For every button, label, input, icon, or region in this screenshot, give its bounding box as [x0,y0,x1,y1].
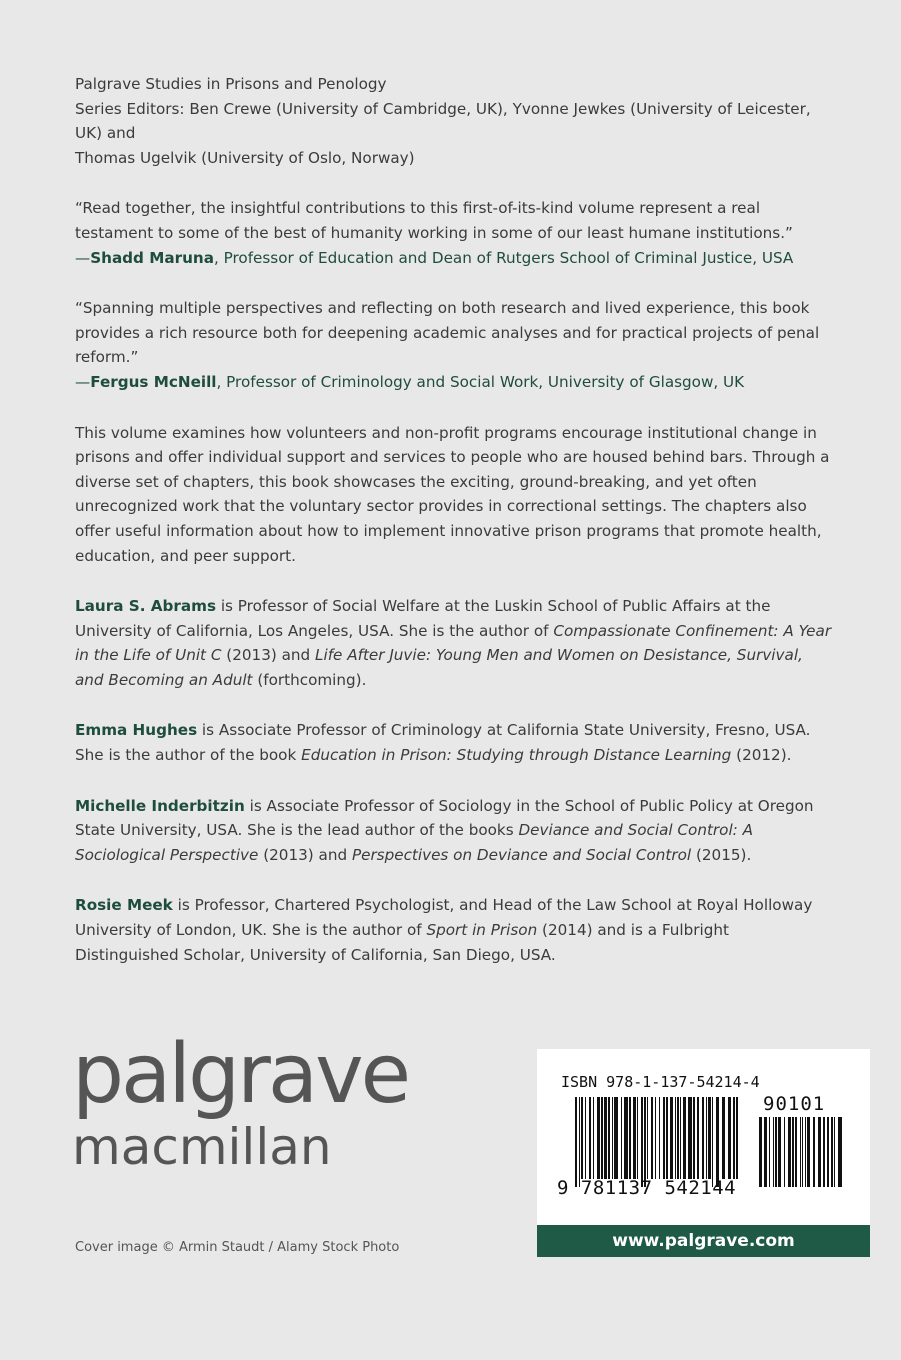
isbn-barcode [537,1049,870,1225]
barcode-bar [647,1097,648,1179]
book-title: Deviance and Social Control: A Sociological Perspective [75,821,753,864]
barcode-bar [773,1117,774,1187]
barcode-bar [593,1097,594,1179]
barcode-bar [736,1097,738,1179]
barcode-bar [670,1097,673,1179]
barcode-bar [728,1097,731,1179]
author-name: Emma Hughes [75,721,198,740]
book-title: Education in Prison: Studying through Distance Learning [301,746,732,765]
barcode-bar [680,1097,681,1179]
barcode-bar [621,1097,622,1179]
quote-text: “Spanning multiple perspectives and reflecting on both research and lived experience, this book provides a rich resource both for deepening academic analyses and for practical projects of penal reform.” [75,299,820,367]
series-editors-cont: Thomas Ugelvik (University of Oslo, Norway) [75,148,415,167]
website-bar [537,1225,870,1257]
author-bio [75,794,835,868]
barcode-bar [675,1097,676,1179]
book-title: Life After Juvie: Young Men and Women on Desistance, Survival, and Becoming an Adult [75,646,803,689]
barcode-bar [802,1117,803,1187]
quote-2 [75,296,835,394]
isbn-number: ISBN 978-1-137-54214-4 [561,1073,760,1091]
author-bio-text: (2014) and is a Fulbright Distinguished Scholar, University of California, San Diego, USA. [75,921,729,964]
barcode-bar [722,1097,725,1179]
barcode-bar [759,1117,762,1187]
price-addon-number: 90101 [763,1093,826,1115]
barcode-bar [644,1097,646,1187]
barcode-bar [597,1097,600,1179]
book-title: Sport in Prison [426,921,538,940]
barcode-bar [788,1117,791,1187]
ean-bars [575,1097,738,1187]
quote-dash: — [75,372,91,391]
barcode-bar [629,1097,631,1179]
author-name: Laura S. Abrams [75,597,216,616]
author-bio-text: is Associate Professor of Criminology at California State University, Fresno, USA. She is the author of the book [75,721,811,765]
barcode-bar [807,1117,810,1187]
barcode-bar [601,1097,603,1179]
barcode-bar [688,1097,692,1179]
series-editors: Series Editors: Ben Crewe (University of Cambridge, UK), Yvonne Jewkes (University of Leicester, UK) and [75,99,811,143]
barcode-bar [733,1097,735,1179]
barcode-bar [624,1097,628,1179]
barcode-bar [706,1097,707,1179]
book-description: This volume examines how volunteers and non-profit programs encourage institutional change in prisons and offer individual support and services to people who are housed behind bars. Through a diverse set of chapters, this book showcases the exciting, ground-breaking, and yet often unrecognized work that the voluntary sector provides in correctional settings. The chapters also offer useful information about how to implement innovative prison programs that promote health, education, and peer support. [75,423,830,565]
logo-line-palgrave: palgrave [72,1027,409,1122]
barcode-bar [693,1097,695,1179]
barcode-bar [784,1117,785,1187]
author-bio-text: (2012). [731,746,792,765]
barcode-bar [683,1097,686,1179]
barcode-bar [637,1097,638,1179]
barcode-bar [716,1097,719,1187]
barcode-bar [697,1097,699,1179]
barcode-bar [775,1117,777,1187]
quote-author: Fergus McNeill [90,372,217,391]
barcode-bar [834,1117,835,1187]
barcode-bar [823,1117,825,1187]
publisher-logo [72,1027,409,1176]
back-cover-text [75,72,835,993]
author-bio-text: is Associate Professor of Sociology in the School of Public Policy at Oregon State University, USA. She is the lead author of the books [75,796,814,840]
barcode-bar [612,1097,613,1179]
author-bio [75,594,835,692]
quote-author: Shadd Maruna [90,248,214,267]
ean-number: 9 781137 542144 [557,1177,737,1199]
barcode-bar [818,1117,821,1187]
author-bio-text: (forthcoming). [252,670,367,689]
barcode-bar [813,1117,815,1187]
barcode-bar [604,1097,607,1179]
author-bio-text: (2013) and [258,845,352,864]
barcode-bar [805,1117,806,1187]
barcode-bar [651,1097,653,1179]
barcode-bar [702,1097,704,1179]
logo-line-macmillan: macmillan [72,1118,332,1176]
barcode-bar [827,1117,829,1187]
author-bio-text: is Professor of Social Welfare at the Luskin School of Public Affairs at the University of California, Los Angeles, USA. She is the author of [75,597,771,640]
quote-1 [75,196,835,270]
barcode-bar [633,1097,636,1179]
quote-affiliation: , Professor of Criminology and Social Work, University of Glasgow, UK [216,372,745,391]
barcode-bar [581,1097,583,1179]
barcode-bar [663,1097,665,1179]
series-info [75,72,835,170]
barcode-bar [641,1097,643,1187]
barcode-bar [575,1097,577,1187]
author-bio-text: (2015). [691,845,752,864]
barcode-bar [585,1097,586,1179]
barcode-bar [655,1097,656,1179]
barcode-bar [795,1117,797,1187]
website-url: www.palgrave.com [612,1231,795,1251]
barcode-bar [614,1097,618,1179]
quote-text: “Read together, the insightful contributions to this first-of-its-kind volume represent a real testament to some of the best of humanity working in some of our least humane institutions.” [75,199,793,242]
barcode-bar [792,1117,794,1187]
author-bio-text: is Professor, Chartered Psychologist, and Head of the Law School at Royal Holloway University of London, UK. She is the author of [75,896,813,940]
barcode-bar [712,1097,713,1187]
author-bio [75,893,835,967]
barcode-bar [579,1097,580,1187]
addon-bars [759,1117,842,1187]
author-name: Rosie Meek [75,896,173,915]
barcode-bar [608,1097,610,1179]
cover-image-credit: Cover image © Armin Staudt / Alamy Stock Photo [75,1240,400,1255]
series-title: Palgrave Studies in Prisons and Penology [75,75,387,93]
author-bio [75,718,835,767]
quote-dash: — [75,248,91,267]
barcode-bar [708,1097,711,1179]
barcode-bar [589,1097,591,1179]
barcode-bar [778,1117,781,1187]
barcode-bar [677,1097,679,1179]
barcode-bar [831,1117,833,1187]
author-name: Michelle Inderbitzin [75,796,245,815]
author-bio-text: (2013) and [221,646,316,665]
book-title: Compassionate Confinement: A Year in the Life of Unit C [75,621,832,665]
barcode-bar [769,1117,770,1187]
quote-affiliation: , Professor of Education and Dean of Rutgers School of Criminal Justice, USA [213,248,794,267]
barcode-bar [764,1117,767,1187]
barcode-bar [659,1097,660,1179]
barcode-bar [838,1117,842,1187]
barcode-bar [800,1117,801,1187]
barcode-bar [666,1097,668,1179]
book-title: Perspectives on Deviance and Social Control [351,845,692,864]
